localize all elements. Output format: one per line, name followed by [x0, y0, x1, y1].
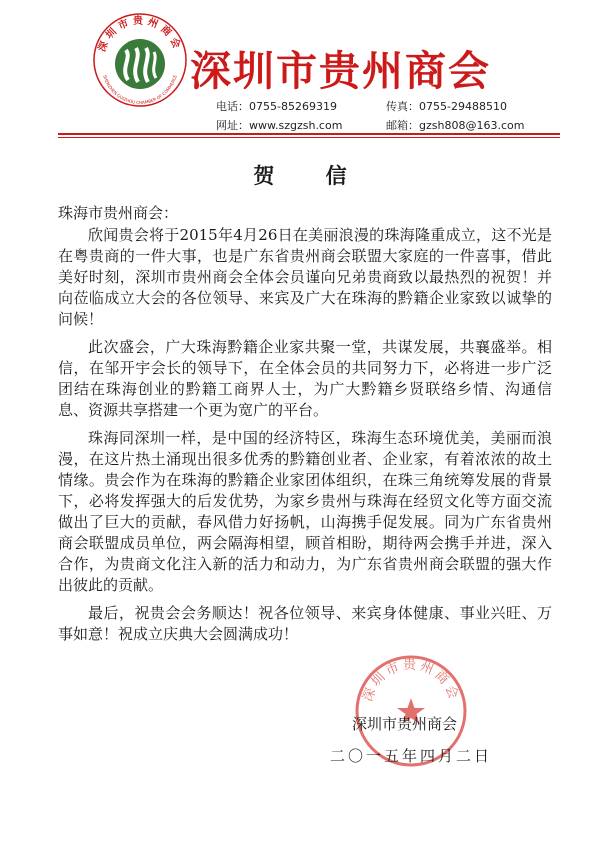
svg-text:SHENZHEN GUIZHOU CHAMBER OF CO: SHENZHEN GUIZHOU CHAMBER OF COMMERCE: [102, 74, 178, 106]
salutation: 珠海市贵州商会：: [58, 204, 179, 222]
letter-date: 二〇一五年四月二日: [330, 747, 493, 765]
paragraph-3: 珠海同深圳一样，是中国的经济特区，珠海生态环境优美，美丽而浪漫，在这片热土涌现出很多优秀的黔籍创业者、企业家，有着浓浓的故土情缘。贵会作为在珠海的黔籍企业家团体组织，在珠三角统筹发展的背景下，必将发挥强大的后发优势，为家乡贵州与珠海在经贸文化等方面交流做出了巨大的贡献，春风借力好扬帆，山海携手促发展。同为广东省贵州商会联盟成员单位，两会隔海相望，顾首相盼，期待两会携手并进，深入合作，为贵商文化注入新的活力和动力，为广东省贵州商会联盟的强大作出彼此的贡献。: [58, 429, 552, 594]
paragraph-4: 最后，祝贵会会务顺达！祝各位领导、来宾身体健康、事业兴旺、万事如意！祝成立庆典大会圆满成功！: [58, 604, 552, 643]
website: 网址：www.szgzsh.com: [216, 119, 343, 132]
svg-text:深圳市贵州商会: 深圳市贵州商会: [96, 15, 184, 54]
header-divider-thin: [58, 137, 560, 138]
paragraph-2: 此次盛会，广大珠海黔籍企业家共聚一堂，共谋发展，共襄盛举。相信，在邹开宇会长的领导下，在全体会员的共同努力下，必将进一步广泛团结在珠海创业的黔籍工商界人士，为广大黔籍乡贤联络乡情、沟通信息、资源共享搭建一个更为宽广的平台。: [58, 338, 552, 419]
paragraph-1: 欣闻贵会将于2015年4月26日在美丽浪漫的珠海隆重成立，这不光是在粤贵商的一件大事，也是广东省贵州商会联盟大家庭的一件喜事，借此美好时刻，深圳市贵州商会全体会员谨向兄弟贵商致以最热烈的祝贺！并向莅临成立大会的各位领导、来宾及广大在珠海的黔籍企业家致以诚挚的问候！: [58, 226, 552, 328]
letter-title: 贺 信: [253, 163, 369, 188]
email-address: 邮箱：gzsh808@163.com: [386, 119, 525, 132]
fax-number: 传真：0755-29488510: [386, 100, 507, 113]
chamber-logo: [90, 10, 190, 110]
letterhead: [0, 0, 600, 140]
signer: 深圳市贵州商会: [352, 715, 458, 733]
svg-text:深圳市贵州商会: 深圳市贵州商会: [360, 658, 462, 704]
phone-number: 电话：0755-85269319: [216, 100, 337, 113]
org-name: 深圳市贵州商会: [190, 47, 491, 95]
header-divider: [58, 133, 560, 135]
letter-body: [58, 225, 552, 652]
